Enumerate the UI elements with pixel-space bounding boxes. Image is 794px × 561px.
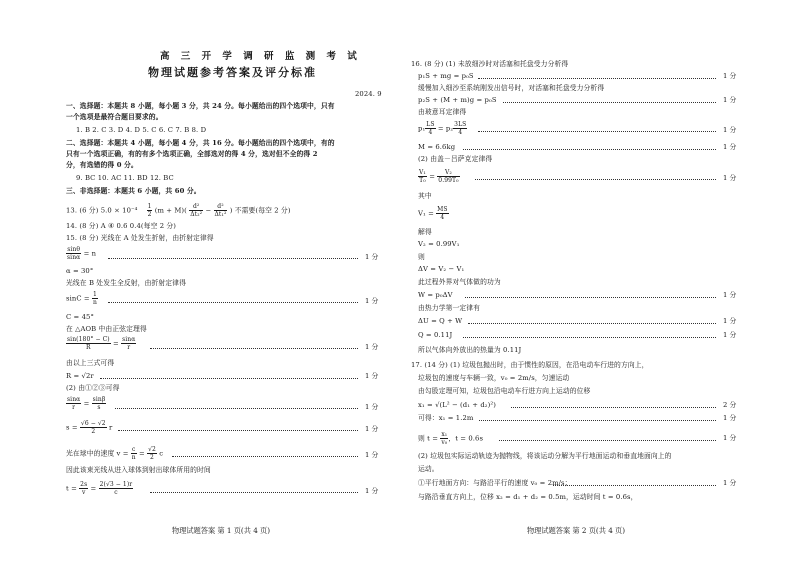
q15-eq5: s = $\frac{√6 - √2}{2}$ r [66,420,113,435]
section2-heading-cont2: 分，有选错的得 0 分。 [66,161,138,169]
section1-heading: 一、选择题：本题共 8 小题，每小题 3 分，共 24 分。每小题给出的四个选项中，只有 [66,102,335,110]
q16-l15: ΔV = V₂ − V₁ [418,265,465,273]
q15-l9: 由以上三式可得 [66,359,115,367]
q14-answer: 14. (8 分) A ④ 0.6 0.4(每空 2 分) [66,222,177,230]
score-mark: 1 分 [723,143,737,151]
score-mark: 1 分 [365,253,379,261]
section3-heading: 三、非选择题：本题共 6 小题，共 60 分。 [66,187,201,195]
q17-l9: ①平行地面方向：与路沿平行的速度 v₀ = 2m/s； [418,479,572,487]
leader-dots [108,302,358,303]
q17-eq6: 则 t = $\frac{\text{x₁}}{\text{v₀}}$ ，t = 0.6s [418,431,484,446]
page-footer-right: 物理试题答案 第 2 页(共 4 页) [527,526,626,535]
page-2 [403,0,794,561]
score-mark: 1 分 [723,72,737,80]
leader-dots [478,131,716,132]
q15-l11: (2) 由①②③可得 [66,384,120,392]
score-mark: 1 分 [723,96,737,104]
leader-dots [463,337,716,338]
score-mark: 2 分 [723,401,737,409]
q15-eq3: $\frac{\sin(180^\circ - C)}{R}$ = $\frac{\sin\alpha}{r}$ [67,336,136,351]
q16-l20: Q = 0.11J [418,331,453,339]
section2-answers: 9. BC 10. AC 11. BD 12. BC [76,174,174,182]
leader-dots [503,102,716,103]
q15-eq2: sinC = $\frac{1}{n}$ [66,291,97,306]
section2-heading-cont: 只有一个选项正确，有的有多个选项正确，全部选对的得 4 分，选对但不全的得 2 [66,150,318,158]
leader-dots [150,348,358,349]
q16-head: 16. (8 分) (1) 未放细沙时对活塞和托盘受力分析得 [411,60,569,68]
leader-dots [115,408,358,409]
q16-l7: M = 6.6kg [418,143,456,151]
q17-l7: (2) 垃圾包实际运动轨迹为抛物线，将该运动分解为平行地面运动和垂直地面向上的 [418,452,672,460]
leader-dots [499,440,716,441]
section1-answers: 1. B 2. C 3. D 4. D 5. C 6. C 7. B 8. D [76,126,207,134]
q16-l21: 所以气体向外放出的热量为 0.11J [418,346,522,354]
score-mark: 1 分 [723,434,737,442]
score-mark: 1 分 [365,403,379,411]
q15-l6: C = 45° [66,313,94,321]
q15-l3: α = 30° [66,267,94,275]
q15-l4: 光线在 B 处发生全反射，由折射定律得 [66,279,186,287]
q16-l8: (2) 由盖－吕萨克定律得 [418,155,493,163]
q16-l16: 此过程外界对气体做的功为 [418,278,501,286]
q15-eq7: t = $\frac{2s}{v}$ = $\frac{2(√3 - 1)r}{c}$ [66,481,133,496]
score-mark: 1 分 [365,425,379,433]
q16-l5: 由玻意耳定律得 [418,108,467,116]
q17-l3: 由勾股定理可知，垃圾包沿电动车行进方向上运动的位移 [418,387,591,395]
q15-l7: 在 △AOB 中由正弦定理得 [66,325,147,333]
score-mark: 1 分 [365,372,379,380]
leader-dots [468,323,716,324]
leader-dots [463,149,716,150]
score-mark: 1 分 [723,414,737,422]
section1-heading-cont: 一个选项是最符合题目要求的。 [66,113,163,121]
leader-dots [479,420,716,421]
score-mark: 1 分 [723,317,737,325]
page-footer-left: 物理试题答案 第 1 页(共 4 页) [172,526,271,535]
score-mark: 1 分 [723,291,737,299]
q17-l5: 可得：x₁ = 1.2m [418,414,474,422]
leader-dots [150,492,358,493]
score-mark: 1 分 [365,487,379,495]
leader-dots [553,485,716,486]
q16-l10: 其中 [418,192,432,200]
score-mark: 1 分 [365,451,379,459]
q17-head: 17. (14 分) (1) 垃圾包抛出时，由于惯性的原因，在沿电动车行进的方向上， [411,361,649,369]
exam-title: 高 三 开 学 调 研 监 测 考 试 [160,51,361,62]
q16-l2: p₁S + mg = p₀S [418,72,474,80]
q16-eq11: V₁ = $\frac{MS}{4}$ [418,206,448,221]
score-mark: 1 分 [723,331,737,339]
score-mark: 1 分 [365,343,379,351]
q16-l14: 则 [418,253,425,261]
q16-l13: V₂ = 0.99V₁ [418,240,460,248]
leader-dots [172,456,358,457]
score-mark: 1 分 [365,297,379,305]
q15-head: 15. (8 分) 光线在 A 处发生折射，由折射定律得 [66,234,214,242]
q15-eq4: $\frac{\sin\alpha}{r}$ = $\frac{\sin\beta}{s}$ [67,396,106,411]
leader-dots [100,378,358,379]
q15-eq6: 光在球中的速度 v = $\frac{c}{n}$ = $\frac{√2}{2}$ c [66,446,164,461]
q16-l19: ΔU = Q + W [418,317,463,325]
q17-l10: 与路沿垂直方向上，位移 x₂ = d₁ + d₂ = 0.5m，运动时间 t = 0.6s， [418,493,638,501]
score-mark: 1 分 [723,126,737,134]
q16-l18: 由热力学第一定律有 [418,304,481,312]
exam-date: 2024. 9 [355,90,382,98]
score-mark: 1 分 [723,479,737,487]
paper-title: 物理试题参考答案及评分标准 [148,66,317,79]
q16-l12: 解得 [418,228,432,236]
q16-l4: p₂S + (M + m)g = p₀S [418,96,497,104]
q15-l15: 因此该束光线从进入球体到射出球体所用的时间 [66,466,211,474]
section2-heading: 二、选择题：本题共 4 小题，每小题 4 分，共 16 分。每小题给出的四个选项中，有的 [66,139,335,147]
q15-eq1: $\frac{\sin\theta}{\sin\alpha}$ = n [67,246,97,261]
q15-l10: R = √2r [66,372,94,380]
leader-dots [465,297,716,298]
q17-l4: x₁ = √(L² − (d₁ + d₂)²) [418,401,496,409]
q17-l8: 运动。 [418,465,439,473]
q17-l2: 垃圾包的速度与车辆一致，v₀ = 2m/s，匀速运动 [418,374,570,382]
q16-eq6: p₁ $\frac{LS}{4}$ = p₂ $\frac{3LS}{4}$ [418,121,467,136]
q16-eq9: $\frac{\text{V₁}}{\text{T₀}}$ = $\frac{\text{V₂}}{\text{0.99T₀}}$ [419,169,459,184]
leader-dots [511,407,716,408]
q16-l3: 缓慢加入细沙至系统刚发出信号时，对活塞和托盘受力分析得 [418,84,605,92]
leader-dots [475,179,716,180]
leader-dots [118,430,358,431]
leader-dots [108,258,358,259]
q16-l17: W = p₀ΔV [418,291,453,299]
q13-answer: 13. (6 分) 5.0 × 10⁻⁴ $\frac{1}{2}$ (m + M)( $\frac{\text{d²}}{\text{Δt₂²}}$ − $\frac{\text{d²}}{\text{Δt₁²}}$ ) 不需要(每空 2 分) [66,203,291,218]
leader-dots [478,78,716,79]
score-mark: 1 分 [723,174,737,182]
